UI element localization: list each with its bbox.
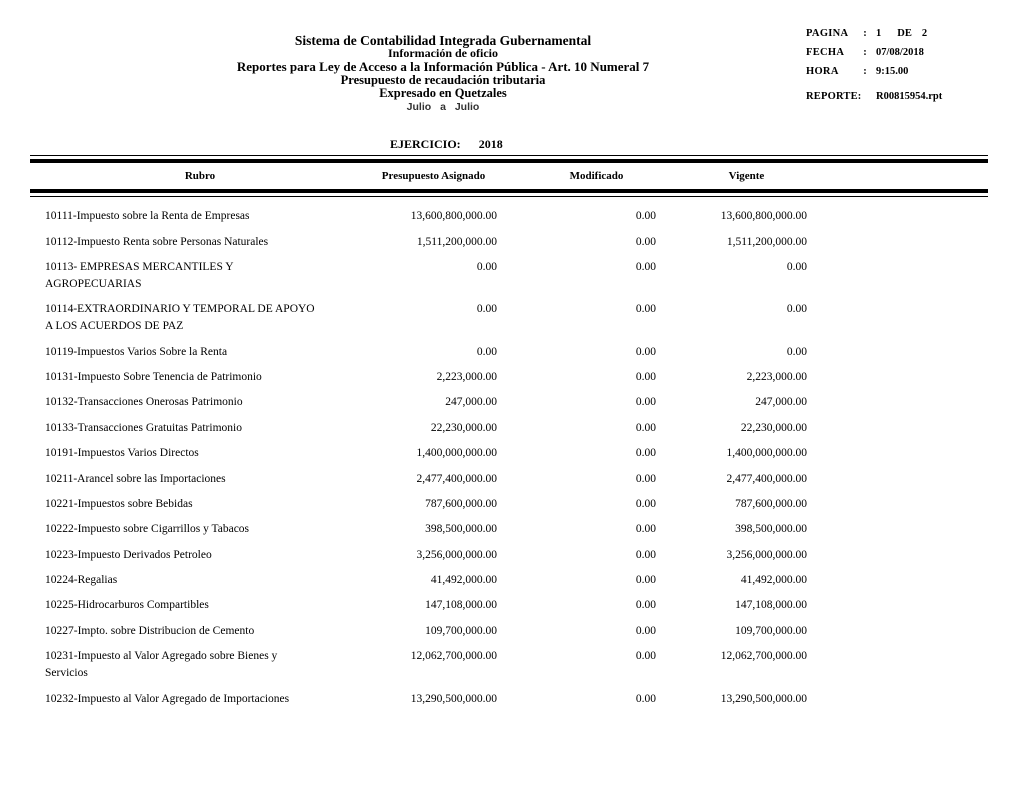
cell-vigente: 3,256,000,000.00 (726, 548, 807, 561)
table-row (30, 466, 988, 491)
cell-modificado: 0.00 (635, 345, 656, 358)
report-title-block (133, 34, 753, 114)
budget-table (30, 155, 988, 712)
cell-presupuesto-asignado: 2,477,400,000.00 (416, 472, 497, 485)
report-subtitle-presupuesto: Presupuesto de recaudación tributaria (340, 72, 546, 87)
cell-modificado: 0.00 (635, 303, 656, 316)
meta-row-reporte (806, 91, 1016, 102)
cell-presupuesto-asignado: 41,492,000.00 (430, 574, 497, 587)
cell-presupuesto-asignado: 109,700,000.00 (425, 624, 497, 637)
cell-presupuesto-asignado: 13,290,500,000.00 (410, 692, 497, 705)
cell-rubro: 10211-Arancel sobre las Importaciones (45, 472, 226, 485)
cell-rubro: 10111-Impuesto sobre la Renta de Empresas (45, 210, 250, 223)
table-body (30, 197, 988, 712)
report-subtitle-ley: Reportes para Ley de Acceso a la Información Pública - Art. 10 Numeral 7 (236, 59, 650, 75)
table-row (30, 543, 988, 568)
ejercicio-value: 2018 (478, 137, 503, 151)
report-period: Julio a Julio (406, 101, 480, 114)
reporte-label: REPORTE: (806, 91, 862, 102)
cell-rubro: 10232-Impuesto al Valor Agregado de Importaciones (45, 692, 290, 705)
cell-presupuesto-asignado: 0.00 (476, 345, 497, 358)
table-header-rule (30, 189, 988, 197)
cell-presupuesto-asignado: 1,400,000,000.00 (416, 447, 497, 460)
cell-modificado: 0.00 (635, 371, 656, 384)
meta-row-pagina (806, 28, 1016, 39)
cell-vigente: 1,400,000,000.00 (726, 447, 807, 460)
table-row (30, 297, 988, 339)
cell-presupuesto-asignado: 398,500,000.00 (425, 523, 497, 536)
cell-vigente: 2,477,400,000.00 (726, 472, 807, 485)
cell-modificado: 0.00 (635, 574, 656, 587)
cell-vigente: 13,290,500,000.00 (720, 692, 807, 705)
fecha-label: FECHA (806, 47, 845, 58)
cell-modificado: 0.00 (635, 599, 656, 612)
hora-label: HORA (806, 66, 839, 77)
cell-vigente: 0.00 (786, 303, 807, 316)
cell-modificado: 0.00 (635, 523, 656, 536)
cell-presupuesto-asignado: 3,256,000,000.00 (416, 548, 497, 561)
table-row (30, 441, 988, 466)
cell-rubro: 10132-Transacciones Onerosas Patrimonio (45, 396, 243, 409)
cell-modificado: 0.00 (635, 497, 656, 510)
cell-vigente: 2,223,000.00 (746, 371, 807, 384)
hora-value: 9:15.00 (876, 66, 909, 77)
cell-modificado: 0.00 (635, 624, 656, 637)
cell-vigente: 398,500,000.00 (735, 523, 807, 536)
report-title: Sistema de Contabilidad Integrada Gubernamental (294, 33, 592, 48)
table-row (30, 593, 988, 618)
cell-vigente: 109,700,000.00 (735, 624, 807, 637)
report-subtitle-quetzales: Expresado en Quetzales (379, 85, 507, 100)
column-header-rubro: Rubro (184, 170, 216, 182)
cell-modificado: 0.00 (635, 260, 656, 273)
pagina-total: 2 (921, 28, 928, 39)
cell-presupuesto-asignado: 787,600,000.00 (425, 497, 497, 510)
pagina-colon: : (863, 28, 867, 39)
cell-rubro: 10133-Transacciones Gratuitas Patrimonio (45, 421, 242, 434)
reporte-value: R00815954.rpt (876, 91, 943, 102)
fecha-colon: : (863, 47, 867, 58)
cell-rubro: 10114-EXTRAORDINARIO Y TEMPORAL DE APOYO A LOS ACUERDOS DE PAZ (45, 303, 315, 333)
pagina-label: PAGINA (806, 28, 849, 39)
cell-modificado: 0.00 (635, 421, 656, 434)
cell-modificado: 0.00 (635, 210, 656, 223)
meta-row-hora (806, 66, 1016, 77)
hora-colon: : (863, 66, 867, 77)
cell-rubro: 10231-Impuesto al Valor Agregado sobre Bienes y Servicios (45, 650, 278, 680)
column-header-modificado: Modificado (569, 170, 624, 182)
cell-vigente: 247,000.00 (755, 396, 807, 409)
cell-presupuesto-asignado: 247,000.00 (445, 396, 497, 409)
cell-presupuesto-asignado: 13,600,800,000.00 (410, 210, 497, 223)
table-row (30, 568, 988, 593)
cell-vigente: 147,108,000.00 (735, 599, 807, 612)
cell-modificado: 0.00 (635, 692, 656, 705)
cell-rubro: 10119-Impuestos Varios Sobre la Renta (45, 345, 228, 358)
cell-presupuesto-asignado: 0.00 (476, 303, 497, 316)
report-meta (806, 28, 1016, 102)
table-row (30, 340, 988, 365)
ejercicio-label: EJERCICIO: (390, 137, 461, 151)
cell-modificado: 0.00 (635, 472, 656, 485)
table-header-row (30, 163, 988, 189)
table-row (30, 416, 988, 441)
column-header-presupuesto-asignado: Presupuesto Asignado (381, 170, 486, 182)
cell-modificado: 0.00 (635, 447, 656, 460)
table-row (30, 204, 988, 229)
ejercicio-line (390, 137, 503, 152)
column-header-vigente: Vigente (728, 170, 765, 182)
cell-modificado: 0.00 (635, 396, 656, 409)
table-row (30, 365, 988, 390)
cell-vigente: 787,600,000.00 (735, 497, 807, 510)
cell-rubro: 10222-Impuesto sobre Cigarrillos y Tabacos (45, 523, 250, 536)
cell-rubro: 10131-Impuesto Sobre Tenencia de Patrimonio (45, 371, 262, 384)
cell-vigente: 0.00 (786, 260, 807, 273)
table-top-rule (30, 155, 988, 163)
cell-presupuesto-asignado: 1,511,200,000.00 (416, 235, 497, 248)
cell-rubro: 10224-Regalias (45, 574, 118, 587)
cell-vigente: 41,492,000.00 (740, 574, 807, 587)
cell-rubro: 10113- EMPRESAS MERCANTILES Y AGROPECUARIAS (45, 260, 234, 290)
fecha-value: 07/08/2018 (876, 47, 924, 58)
report-subtitle-oficio: Información de oficio (388, 46, 498, 61)
cell-vigente: 0.00 (786, 345, 807, 358)
cell-presupuesto-asignado: 22,230,000.00 (430, 421, 497, 434)
cell-rubro: 10227-Impto. sobre Distribucion de Cemento (45, 624, 255, 637)
cell-vigente: 12,062,700,000.00 (720, 650, 807, 663)
table-row (30, 644, 988, 686)
meta-row-fecha (806, 47, 1016, 58)
cell-presupuesto-asignado: 0.00 (476, 260, 497, 273)
cell-vigente: 13,600,800,000.00 (720, 210, 807, 223)
table-row (30, 255, 988, 297)
table-row (30, 390, 988, 415)
table-row (30, 229, 988, 254)
cell-rubro: 10221-Impuestos sobre Bebidas (45, 497, 193, 510)
cell-presupuesto-asignado: 2,223,000.00 (436, 371, 497, 384)
table-row (30, 517, 988, 542)
cell-presupuesto-asignado: 12,062,700,000.00 (410, 650, 497, 663)
table-row (30, 619, 988, 644)
cell-vigente: 22,230,000.00 (740, 421, 807, 434)
pagina-de-label: DE (897, 28, 912, 39)
cell-modificado: 0.00 (635, 235, 656, 248)
cell-rubro: 10225-Hidrocarburos Compartibles (45, 599, 209, 612)
pagina-value: 1 (876, 28, 882, 39)
cell-modificado: 0.00 (635, 650, 656, 663)
table-row (30, 686, 988, 711)
cell-rubro: 10191-Impuestos Varios Directos (45, 447, 199, 460)
cell-presupuesto-asignado: 147,108,000.00 (425, 599, 497, 612)
cell-rubro: 10223-Impuesto Derivados Petroleo (45, 548, 212, 561)
cell-modificado: 0.00 (635, 548, 656, 561)
table-row (30, 492, 988, 517)
cell-rubro: 10112-Impuesto Renta sobre Personas Naturales (45, 235, 269, 248)
cell-vigente: 1,511,200,000.00 (726, 235, 807, 248)
